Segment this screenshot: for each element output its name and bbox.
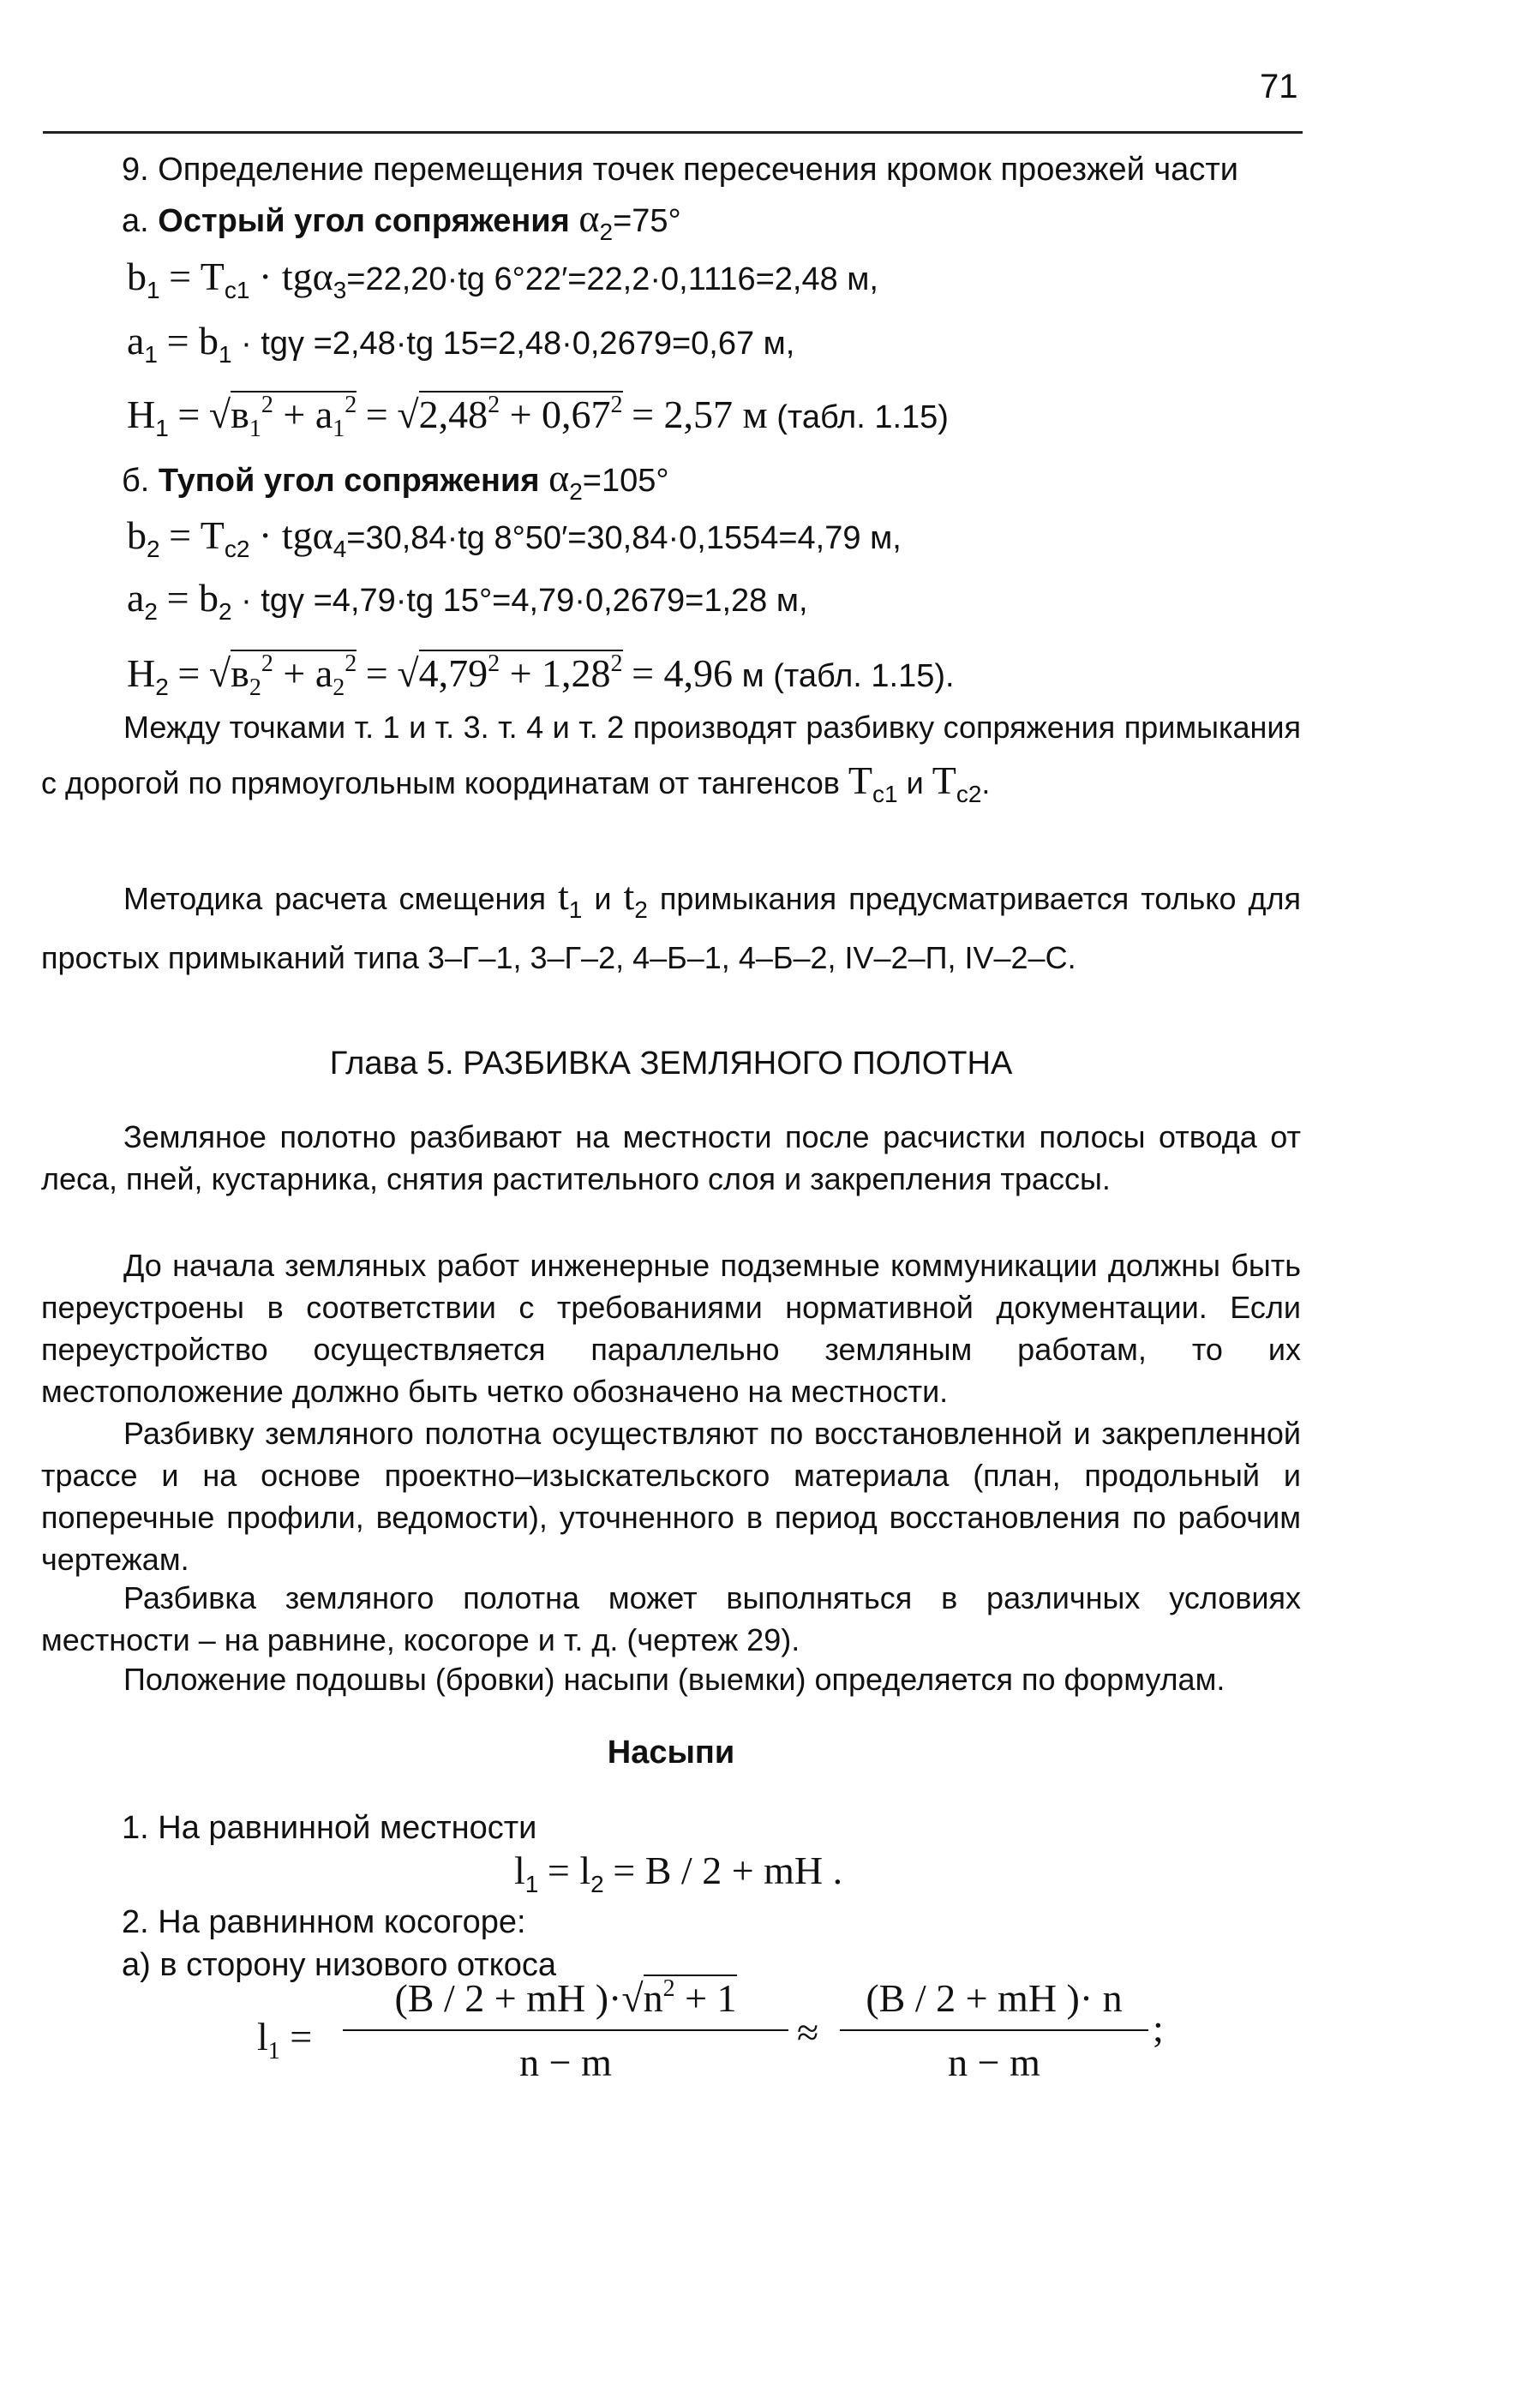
list-item-2: 2. На равнинном косогоре: bbox=[122, 1904, 526, 1940]
paragraph-layout-points: Между точками т. 1 и т. 3. т. 4 и т. 2 производят разбивку сопряжения примыкания с дорогой по прямоугольным координатам от тангенсов $T_{c1}$ и $T_{c2}$. bbox=[41, 710, 1301, 807]
fraction-2-bar bbox=[840, 2029, 1148, 2031]
paragraph-offset-method: Методика расчета смещения $t_1$ и $t_2$ примыкания предусматривается только для простых примыканий типа 3–Г–1, 3–Г–2, 4–Б–1, 4–Б–2, IV–2–П, IV–2–С. bbox=[41, 874, 1301, 975]
formula-end-semicolon: ; bbox=[1153, 2006, 1164, 2050]
list-item-1: 1. На равнинной местности bbox=[122, 1810, 537, 1846]
formula-H2: $H_2 = √в_2^2 + a_2^2 = √4,79^2 + 1,28^2 = 4,96$ м (табл. 1.15). bbox=[127, 650, 955, 701]
acute-angle-title: Острый угол сопряжения bbox=[158, 203, 570, 239]
paragraph-4: Разбивка земляного полотна может выполняться в различных условиях местности – на равнине, косогоре и т. д. (чертеж 29). bbox=[41, 1580, 1301, 1657]
formula-a1: $a_1 = b_1 \cdot tg\gamma =2,48\cdot tg$ 15=2,48·0,2679=0,67 м, bbox=[127, 319, 795, 368]
subheading-embankments: Насыпи bbox=[607, 1735, 735, 1771]
radical-sign: √ bbox=[397, 651, 419, 695]
paragraph-2: До начала земляных работ инженерные подземные коммуникации должны быть переустроены в соответствии с требованиями нормативной документации. Если переустройство осуществляется параллельно земляным работам, то их местоположение должно быть четко обозначено на местности. bbox=[41, 1248, 1301, 1409]
acute-angle-heading: а. Острый угол сопряжения $\alpha_2=75^\circ$ bbox=[122, 196, 681, 245]
page-number: 71 bbox=[1260, 68, 1298, 105]
obtuse-angle-heading: б. Тупой угол сопряжения $\alpha_2=105^\circ$ bbox=[122, 456, 669, 505]
header-rule bbox=[43, 131, 1303, 134]
fraction-1-denominator: n − m bbox=[519, 2040, 612, 2084]
radical-sign: √ bbox=[397, 393, 419, 436]
fraction-1-numerator: (B / 2 + mH )$\cdot√n^2 + 1$ bbox=[394, 1975, 737, 2020]
paragraph-5: Положение подошвы (бровки) насыпи (выемки) определяется по формулам. bbox=[123, 1662, 1225, 1697]
fraction-2-denominator: n − m bbox=[948, 2040, 1040, 2084]
fraction-2-numerator: (B / 2 + mH )· n bbox=[866, 1976, 1123, 2020]
formula-H1: $H_1 = √в_1^2 + a_1^2 = √2,48^2 + 0,67^2 = 2,57$ м (табл. 1.15) bbox=[127, 392, 949, 442]
chapter-heading: Глава 5. РАЗБИВКА ЗЕМЛЯНОГО ПОЛОТНА bbox=[329, 1046, 1013, 1082]
radical-sign: √ bbox=[208, 393, 231, 436]
formula-l1-lhs: $l_1$ = bbox=[257, 2015, 313, 2064]
list-item-2a: а) в сторону низового откоса bbox=[122, 1947, 556, 1983]
paragraph-1: Земляное полотно разбивают на местности после расчистки полосы отвода от леса, пней, кустарника, снятия растительного слоя и закрепления трассы. bbox=[41, 1119, 1301, 1196]
list-label: б. bbox=[122, 463, 150, 499]
fraction-1-bar bbox=[343, 2029, 788, 2031]
formula-a2: $a_2 = b_2 \cdot tg\gamma =4,79\cdot tg$ 15°=4,79·0,2679=1,28 м, bbox=[127, 576, 808, 625]
section-title: 9. Определение перемещения точек пересечения кромок проезжей части bbox=[122, 152, 1238, 188]
radical-sign: √ bbox=[208, 651, 231, 695]
formula-l1-l2: $l_1 = l_2 = B / 2$ + mH . bbox=[514, 1849, 843, 1897]
radical-sign: √ bbox=[621, 1976, 644, 2020]
formula-b1: $b_1 = T_{c1} \cdot tg\alpha_3=22,20\cdot tg$ 6°22′=22,2·0,1116=2,48 м, bbox=[127, 255, 878, 303]
formula-b2: $b_2 = T_{c2} \cdot tg\alpha_4=30,84\cdot tg$ 8°50′=30,84·0,1554=4,79 м, bbox=[127, 513, 902, 562]
list-label: а. bbox=[122, 203, 149, 239]
approx-sign: ≈ bbox=[797, 2010, 819, 2054]
paragraph-3: Разбивку земляного полотна осуществляют по восстановленной и закрепленной трассе и на основе проектно–изыскательского материала (план, продольный и поперечные профили, ведомости), уточненного в период восстановления по рабочим чертежам. bbox=[41, 1416, 1301, 1577]
alpha-symbol: α bbox=[548, 456, 570, 500]
obtuse-angle-title: Тупой угол сопряжения bbox=[158, 463, 540, 499]
alpha-symbol: α bbox=[578, 196, 600, 240]
